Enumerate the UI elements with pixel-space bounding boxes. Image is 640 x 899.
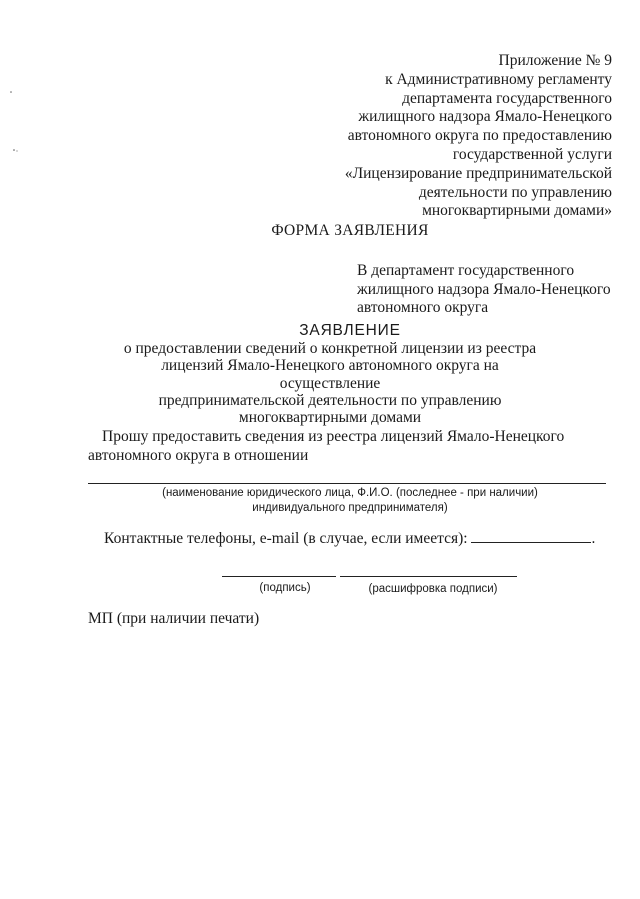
request-paragraph <box>88 428 608 465</box>
entity-caption-line-1: (наименование юридического лица, Ф.И.О. (последнее - при наличии) <box>162 487 538 499</box>
signature-field[interactable] <box>222 576 336 577</box>
annex-header <box>282 52 612 221</box>
contacts-field[interactable] <box>471 530 591 543</box>
annex-line: автономного округа по предоставлению <box>347 127 612 145</box>
contacts-row <box>104 530 624 548</box>
entity-caption-line-2: индивидуального предпринимателя) <box>252 502 448 514</box>
subtitle-line: лицензий Ямало-Ненецкого автономного округа на осуществление <box>161 357 499 392</box>
annex-line: многоквартирными домами» <box>422 202 612 220</box>
entity-caption <box>100 486 600 516</box>
statement-title: ЗАЯВЛЕНИЕ <box>299 322 401 339</box>
annex-line: Приложение № 9 <box>498 52 612 69</box>
request-line-2: автономного округа в отношении <box>88 446 309 464</box>
signature-decode-field[interactable] <box>340 576 517 577</box>
subtitle-line: о предоставлении сведений о конкретной лицензии из реестра <box>123 340 537 357</box>
statement-subtitle <box>120 340 540 426</box>
entity-name-field[interactable] <box>88 483 606 484</box>
stamp-note: МП (при наличии печати) <box>88 610 260 627</box>
signature-caption: (подпись) <box>259 582 311 594</box>
request-line-1: Прошу предоставить сведения из реестра лицензий Ямало-Ненецкого <box>102 428 565 445</box>
addressee-line: жилищного надзора Ямало-Ненецкого <box>357 280 611 298</box>
contacts-trailing: . <box>591 530 596 547</box>
annex-line: жилищного надзора Ямало-Ненецкого <box>358 108 612 126</box>
subtitle-line: предпринимательской деятельности по управлению <box>158 391 502 409</box>
addressee-line: автономного округа <box>357 299 489 316</box>
form-title: ФОРМА ЗАЯВЛЕНИЯ <box>271 222 429 239</box>
annex-line: государственной услуги <box>452 145 612 163</box>
annex-line: деятельности по управлению <box>418 183 612 201</box>
annex-line: «Лицензирование предпринимательской <box>344 164 612 182</box>
signature-decode-caption: (расшифровка подписи) <box>368 583 498 595</box>
addressee-line: В департамент государственного <box>357 262 575 279</box>
scan-specks <box>8 90 20 160</box>
subtitle-line: многоквартирными домами <box>238 409 422 427</box>
annex-line: департамента государственного <box>402 89 612 107</box>
contacts-label: Контактные телефоны, e-mail (в случае, если имеется): <box>104 530 468 547</box>
annex-line: к Административному регламенту <box>385 70 612 88</box>
addressee-block <box>357 262 627 318</box>
